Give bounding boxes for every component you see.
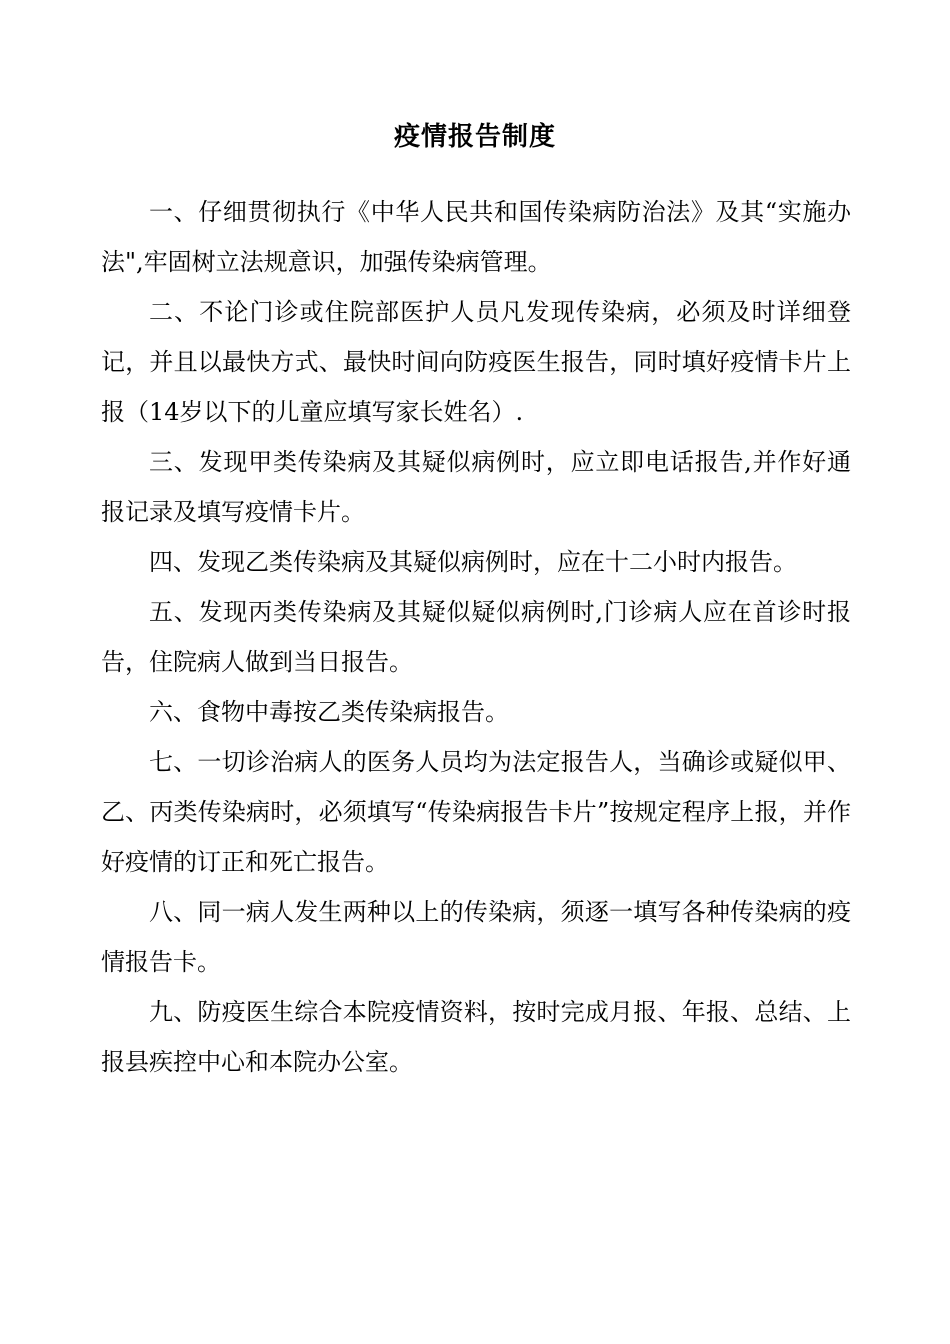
paragraph-3: 三、发现甲类传染病及其疑似病例时，应立即电话报告,并作好通报记录及填写疫情卡片。 [101, 448, 851, 526]
paragraph-8: 八、同一病人发生两种以上的传染病，须逐一填写各种传染病的疫情报告卡。 [101, 898, 851, 976]
paragraph-2: 二、不论门诊或住院部医护人员凡发现传染病，必须及时详细登记，并且以最快方式、最快时间向防疫医生报告，同时填好疫情卡片上报（14岁以下的儿童应填写家长姓名）. [101, 298, 851, 426]
paragraph-5: 五、发现丙类传染病及其疑似疑似病例时,门诊病人应在首诊时报告，住院病人做到当日报告。 [101, 598, 851, 676]
paragraph-4: 四、发现乙类传染病及其疑似病例时，应在十二小时内报告。 [149, 548, 797, 576]
paragraph-1: 一、仔细贯彻执行《中华人民共和国传染病防治法》及其“实施办法",牢固树立法规意识，加强传染病管理。 [101, 198, 851, 276]
document-body [101, 187, 851, 1087]
paragraph-9: 九、防疫医生综合本院疫情资料，按时完成月报、年报、总结、上报县疾控中心和本院办公室。 [101, 998, 851, 1076]
page-title: 疫情报告制度 [393, 122, 556, 152]
paragraph-7: 七、一切诊治病人的医务人员均为法定报告人，当确诊或疑似甲、乙、丙类传染病时，必须填写“传染病报告卡片”按规定程序上报，并作好疫情的订正和死亡报告。 [101, 748, 851, 876]
paragraph-6: 六、食物中毒按乙类传染病报告。 [149, 698, 509, 726]
